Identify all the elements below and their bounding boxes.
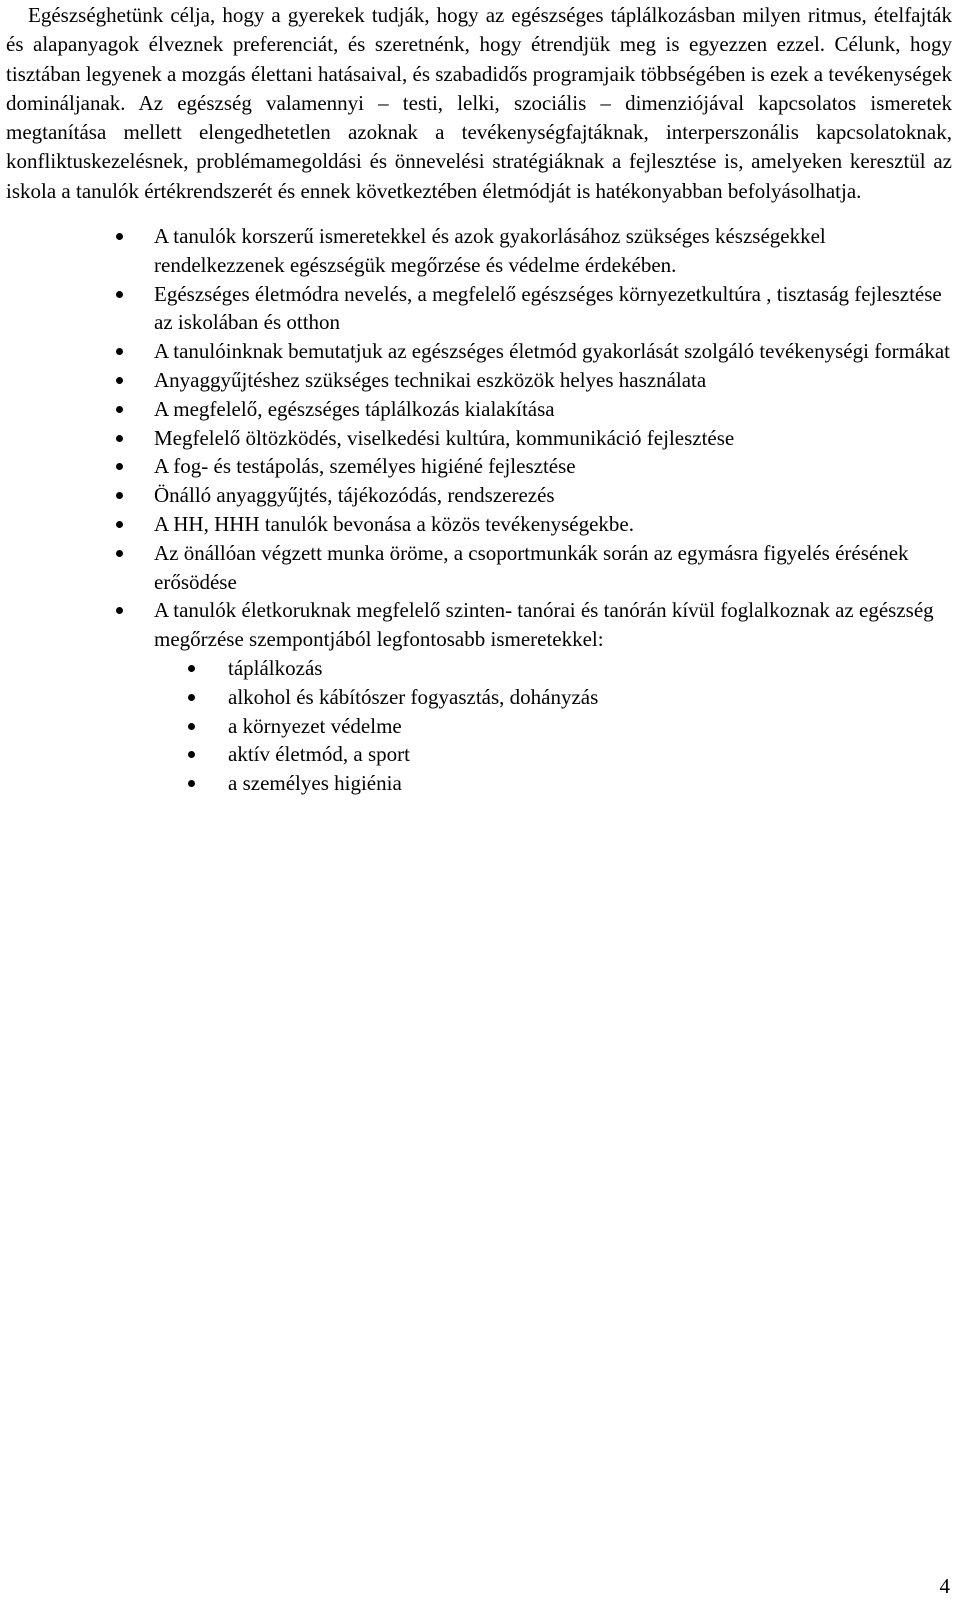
- list-item: [6, 280, 952, 338]
- list-item-text: A tanulók életkoruknak megfelelő szinten- tanórai és tanórán kívül foglalkoznak az egészség megőrzése szempontjából legfontosabb ismeretekkel:: [154, 598, 934, 652]
- bullet-icon: [188, 723, 195, 730]
- list-item-text: A tanulóinknak bemutatjuk az egészséges életmód gyakorlását szolgáló tevékenységi formákat: [154, 339, 950, 364]
- goals-list: [6, 222, 952, 798]
- bullet-icon: [188, 694, 195, 701]
- sub-list-item: [154, 683, 952, 712]
- bullet-icon: [116, 377, 123, 384]
- sub-list-item-text: a környezet védelme: [228, 713, 402, 738]
- list-item: [6, 366, 952, 395]
- bullet-icon: [188, 751, 195, 758]
- list-item: [6, 424, 952, 453]
- bullet-icon: [116, 607, 123, 614]
- bullet-icon: [116, 550, 123, 557]
- list-item-text: Az önállóan végzett munka öröme, a csoportmunkák során az egymásra figyelés érésének erősödése: [154, 540, 909, 594]
- document-page: [6, 0, 952, 798]
- bullet-icon: [188, 665, 195, 672]
- sub-list-item: [154, 712, 952, 741]
- bullet-icon: [116, 291, 123, 298]
- bullet-icon: [116, 348, 123, 355]
- list-item: [6, 539, 952, 597]
- list-item-text: Anyaggyűjtéshez szükséges technikai eszközök helyes használata: [154, 368, 707, 393]
- list-item-text: A tanulók korszerű ismeretekkel és azok gyakorlásához szükséges készségekkel rendelkezzenek egészségük megőrzése és védelme érdekében.: [154, 224, 826, 277]
- bullet-icon: [116, 406, 123, 413]
- sub-list-item: [154, 740, 952, 769]
- list-item-text: A megfelelő, egészséges táplálkozás kialakítása: [154, 396, 555, 421]
- topics-sublist: [154, 654, 952, 798]
- bullet-icon: [116, 463, 123, 470]
- bullet-icon: [116, 233, 123, 240]
- list-item-text: A HH, HHH tanulók bevonása a közös tevékenységekbe.: [154, 512, 634, 537]
- sub-list-item-text: aktív életmód, a sport: [228, 742, 410, 767]
- bullet-icon: [188, 780, 195, 787]
- list-item: [6, 452, 952, 481]
- intro-paragraph: Egészséghetünk célja, hogy a gyerekek tudják, hogy az egészséges táplálkozásban milyen ritmus, ételfajták és alapanyagok élveznek preferenciát, és szeretnénk, hogy étrendjük meg is egyezzen ezzel. Célunk, hogy tisztában legyenek a mozgás élettani hatásaival, és szabadidős programjaik többségében is ezek a tevékenységek domináljanak. Az egészség valamennyi – testi, lelki, szociális – dimenziójával kapcsolatos ismeretek megtanítása mellett elengedhetetlen azoknak a tevékenységfajtáknak, interperszonális kapcsolatoknak, konfliktuskezelésnek, problémamegoldási és önnevelési stratégiáknak a fejlesztése is, amelyeken keresztül az iskola a tanulók értékrendszerét és ennek következtében életmódját is hatékonyabban befolyásolhatja.: [6, 3, 952, 203]
- bullet-icon: [116, 492, 123, 499]
- list-item: [6, 481, 952, 510]
- list-item: [6, 222, 952, 280]
- list-item: [6, 337, 952, 366]
- sub-list-item-text: táplálkozás: [228, 656, 323, 681]
- sub-list-item-text: alkohol és kábítószer fogyasztás, dohányzás: [228, 684, 599, 709]
- sub-list-item: [154, 654, 952, 683]
- list-item-text: Megfelelő öltözködés, viselkedési kultúra, kommunikáció fejlesztése: [154, 425, 735, 450]
- bullet-icon: [116, 435, 123, 442]
- list-item: [6, 510, 952, 539]
- list-item: [6, 395, 952, 424]
- sub-list-item-text: a személyes higiénia: [228, 771, 402, 796]
- bullet-icon: [116, 521, 123, 528]
- sub-list-item: [154, 769, 952, 798]
- page-number: 4: [939, 1574, 950, 1598]
- list-item-text: A fog- és testápolás, személyes higiéné fejlesztése: [154, 454, 576, 479]
- list-item: [6, 596, 952, 798]
- list-item-text: Önálló anyaggyűjtés, tájékozódás, rendszerezés: [154, 483, 555, 508]
- list-item-text: Egészséges életmódra nevelés, a megfelelő egészséges környezetkultúra , tisztaság fejlesztése az iskolában és otthon: [154, 281, 942, 335]
